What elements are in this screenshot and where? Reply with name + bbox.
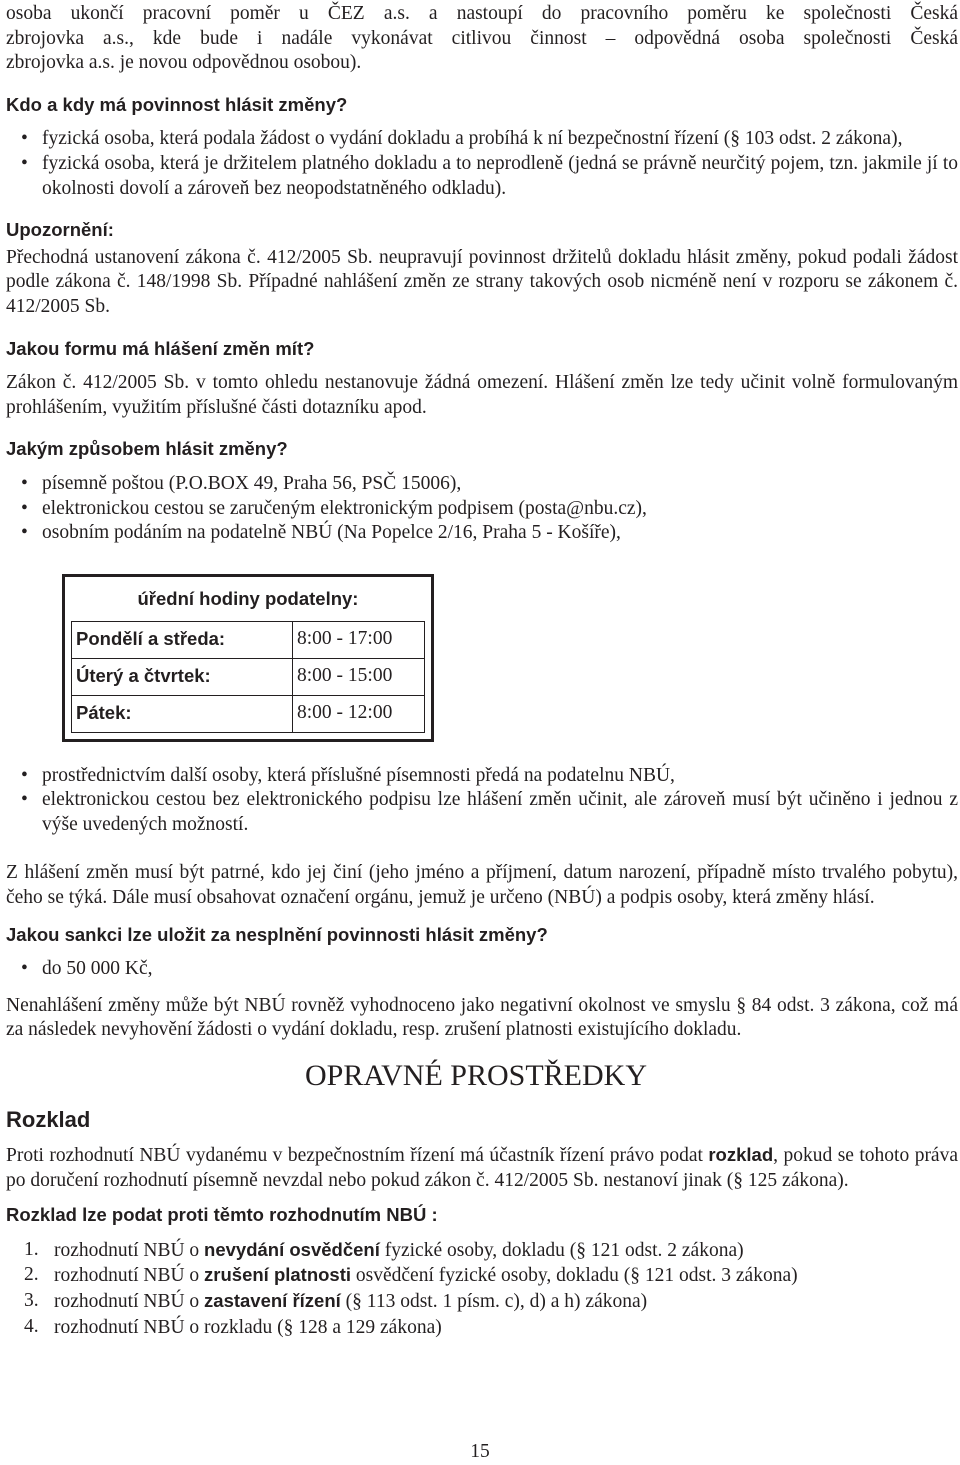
rozklad-text: Proti rozhodnutí NBÚ vydanému v bezpečnostním řízení má účastník řízení právo podat rozklad, pokud se tohoto práva po doručení rozhodnutí písemně nevzdal nebo pokud zákon č. 412/2005 Sb. nestanoví jinak (§ 125 zákona). (6, 1144, 958, 1191)
form-heading: Jakou formu má hlášení změn mít? (6, 337, 315, 359)
hours-time: 8:00 - 17:00 (293, 621, 425, 658)
how-heading: Jakým způsobem hlásit změny? (6, 438, 288, 460)
notice-text: Přechodná ustanovení zákona č. 412/2005 Sb. neupravují povinnost držitelů dokladu hlásit změny, pokud podali žádost podle zákona č. 148/1998 Sb. Případné nahlášení změn ze strany takových osob nicméně není v rozporu se zákonem č. 412/2005 Sb. (6, 246, 958, 317)
bullet-icon: • (21, 764, 28, 786)
hours-day: Pátek: (72, 695, 293, 732)
list-item: • elektronickou cestou bez elektronického podpisu lze hlášení změn učinit, ale zároveň musí být učiněno i jednou z výše uvedených možností. (21, 789, 958, 835)
list-item: • elektronickou cestou se zaručeným elektronickým podpisem (posta@nbu.cz), (6, 497, 958, 522)
hours-time: 8:00 - 15:00 (293, 658, 425, 695)
bullet-icon: • (21, 958, 28, 980)
intro-paragraph (6, 2, 958, 76)
sanction-text: Nenahlášení změny může být NBÚ rovněž vyhodnoceno jako negativní okolnost ve smyslu § 84 odst. 3 zákona, což má za následek nevyhovění žádosti o vydání dokladu, resp. zrušení platnosti existujícího dokladu. (6, 994, 958, 1041)
document-page (6, 0, 958, 1340)
list-item: • osobním podáním na podatelně NBÚ (Na Popelce 2/16, Praha 5 - Košíře), (6, 521, 958, 546)
content-text: Z hlášení změn musí být patrné, kdo jej činí (jeho jméno a příjmení, datum narození, případně místo trvalého pobytu), čeho se týká. Dále musí obsahovat označení orgánu, jemuž je určeno (NBÚ) a podpis osoby, která změny hlásí. (6, 862, 958, 909)
rozklad-bold: rozklad (708, 1144, 774, 1166)
rozklad-list (6, 1238, 958, 1340)
table-row (72, 658, 425, 695)
bullet-icon: • (21, 128, 28, 150)
rozklad-heading: Rozklad (6, 1107, 91, 1133)
list-item: 3. rozhodnutí NBÚ o zastavení řízení (§ 113 odst. 1 písm. c), d) a h) zákona) (24, 1290, 648, 1312)
how-list (6, 472, 958, 546)
who-heading: Kdo a kdy má povinnost hlásit změny? (6, 93, 348, 115)
sanction-heading: Jakou sankci lze uložit za nesplnění povinnosti hlásit změny? (6, 923, 548, 945)
list-item: • písemně poštou (P.O.BOX 49, Praha 56, PSČ 15006), (6, 472, 958, 497)
form-text: Zákon č. 412/2005 Sb. v tomto ohledu nestanovuje žádná omezení. Hlášení změn lze tedy učinit volně formulovaným prohlášením, využitím příslušné části dotazníku apod. (6, 372, 958, 418)
who-list (6, 127, 958, 201)
office-hours-box (62, 574, 434, 742)
bullet-icon: • (21, 472, 28, 494)
bullet-icon: • (21, 497, 28, 519)
list-item: 1. rozhodnutí NBÚ o nevydání osvědčení fyzické osoby, dokladu (§ 121 odst. 2 zákona) (24, 1238, 744, 1261)
table-row (72, 621, 425, 658)
page-number: 15 (470, 1441, 490, 1462)
remedies-title: OPRAVNÉ PROSTŘEDKY (304, 1059, 647, 1093)
list-item: • do 50 000 Kč, (6, 957, 958, 982)
office-hours-table (71, 621, 425, 733)
intro-line: osoba ukončí pracovní poměr u ČEZ a.s. a nastoupí do pracovního poměru ke společnosti Česká (6, 3, 958, 24)
intro-line: zbrojovka a.s., kde bude i nadále vykonávat citlivou činnost – odpovědná osoba společnosti Česká (6, 27, 958, 49)
list-item: • prostřednictvím další osoby, která příslušné písemnosti předá na podatelnu NBÚ, (6, 764, 958, 789)
hours-day: Úterý a čtvrtek: (72, 658, 293, 695)
hours-time: 8:00 - 12:00 (293, 695, 425, 732)
bullet-icon: • (21, 152, 28, 174)
intro-line: zbrojovka a.s. je novou odpovědnou osobou). (6, 52, 362, 74)
list-item: • fyzická osoba, která je držitelem platného dokladu a to neprodleně (jedná se právně neurčitý pojem, tzn. jakmile jí to okolnosti dovolí a zároveň bez neopodstatněného odkladu). (21, 152, 958, 199)
hours-day: Pondělí a středa: (72, 621, 293, 658)
rozklad-list-heading: Rozklad lze podat proti těmto rozhodnutím NBÚ : (6, 1204, 438, 1226)
bullet-icon: • (21, 522, 28, 544)
notice-heading: Upozornění: (6, 219, 114, 241)
how-list-continued (6, 764, 958, 838)
table-row (72, 695, 425, 732)
list-item: • fyzická osoba, která podala žádost o vydání dokladu a probíhá k ní bezpečnostní řízení (§ 103 odst. 2 zákona), (6, 127, 958, 152)
list-item: 2. rozhodnutí NBÚ o zrušení platnosti osvědčení fyzické osoby, dokladu (§ 121 odst. 3 zákona) (24, 1264, 798, 1287)
bullet-icon: • (21, 789, 28, 811)
sanction-list (6, 957, 958, 982)
office-hours-title: úřední hodiny podatelny: (137, 587, 359, 609)
list-item: 4. rozhodnutí NBÚ o rozkladu (§ 128 a 129 zákona) (24, 1315, 442, 1338)
